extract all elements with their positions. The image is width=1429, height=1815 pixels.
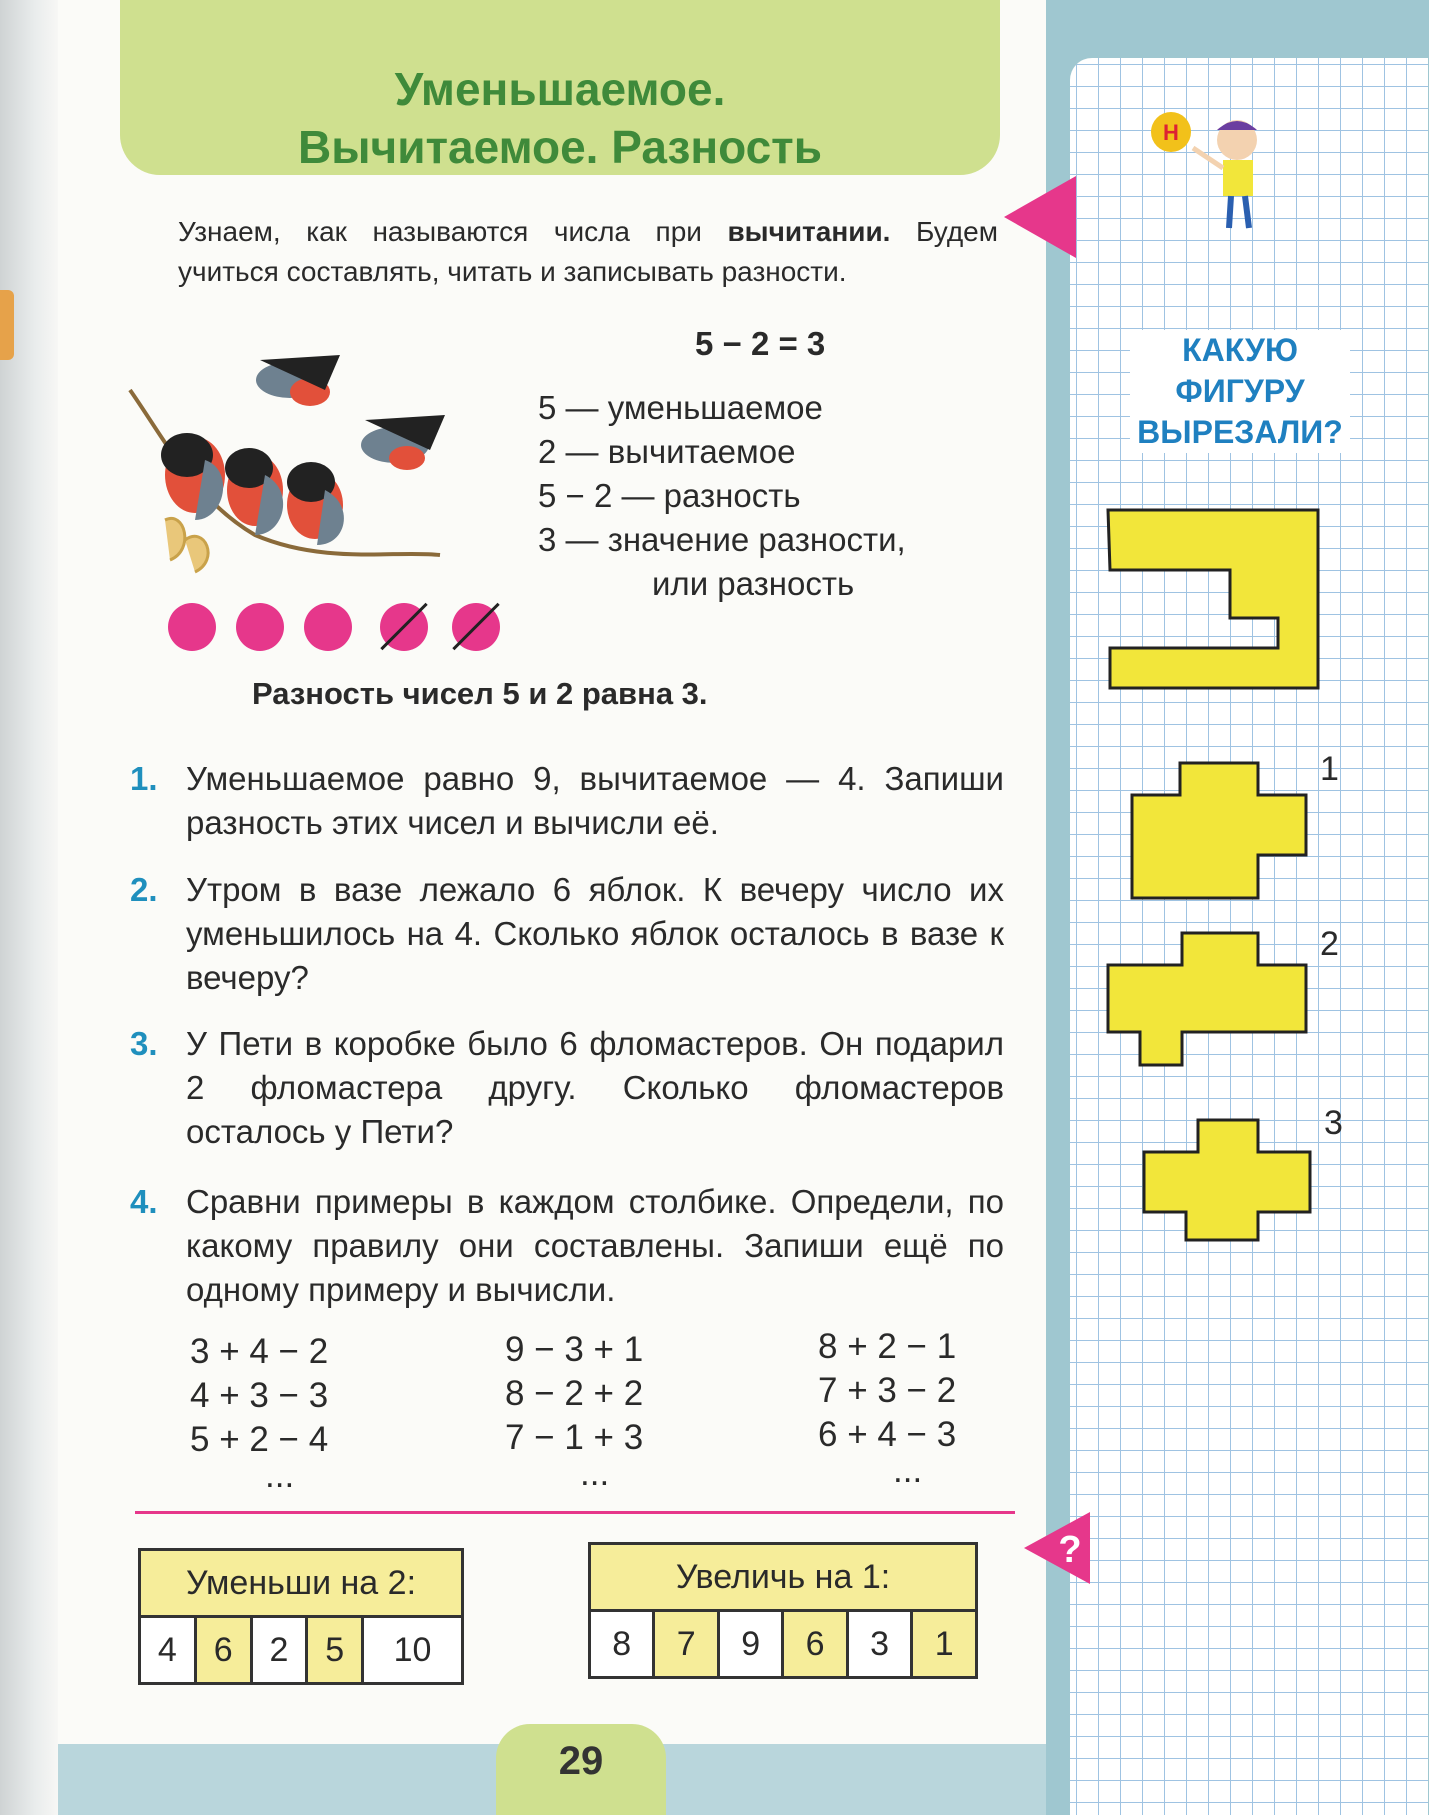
example-column: 3 + 4 − 2 4 + 3 − 3 5 + 2 − 4 ...	[190, 1332, 329, 1495]
decrease-by-2-box	[138, 1548, 464, 1685]
bird	[287, 462, 344, 545]
definition-row: 2 — вычитаемое	[538, 433, 796, 470]
bird	[361, 415, 445, 470]
shape-label: 1	[1320, 750, 1339, 788]
box-cell: 6	[195, 1617, 251, 1684]
bird	[161, 433, 225, 520]
pink-dot	[236, 603, 284, 651]
svg-text:Н: Н	[1163, 120, 1179, 145]
option-shape-1	[1132, 763, 1306, 898]
example-column: 8 + 2 − 1 7 + 3 − 2 6 + 4 − 3 ...	[818, 1327, 957, 1490]
shape-label: 2	[1320, 925, 1339, 963]
pink-pointer-icon	[1000, 172, 1078, 262]
increase-by-1-box	[588, 1542, 978, 1679]
box-title: Уменьши на 2:	[140, 1550, 463, 1617]
bird	[256, 355, 340, 406]
summary-sentence: Разность чисел 5 и 2 равна 3.	[252, 676, 708, 711]
task-number: 4.	[130, 1183, 158, 1220]
task-text: У Пети в коробке было 6 фломастеров. Он подарил 2 фломастера другу. Сколько фломастеров осталось у Пети?	[186, 1025, 1004, 1150]
definition-row: 3 — значение разности,	[538, 521, 906, 558]
definition-row: или разность	[652, 565, 855, 602]
intro-text: Узнаем, как называются числа при вычитании. Будем учиться составлять, читать и записывать разности.	[178, 216, 998, 287]
kid-with-magnifier-icon	[1145, 108, 1275, 238]
box-cell: 7	[654, 1611, 718, 1678]
pink-dot	[304, 603, 352, 651]
pink-dot	[168, 603, 216, 651]
definition-row: 5 — уменьшаемое	[538, 389, 823, 426]
definition-row: 5 − 2 — разность	[538, 477, 801, 514]
box-cell: 8	[590, 1611, 654, 1678]
task-number: 2.	[130, 871, 158, 908]
pink-dot-crossed	[452, 603, 500, 651]
question-mark: ?	[1058, 1529, 1082, 1571]
task-number: 3.	[130, 1025, 158, 1062]
shapes-panel	[1100, 500, 1340, 1270]
option-shape-3	[1144, 1120, 1310, 1240]
box-cell: 4	[140, 1617, 196, 1684]
question-pointer-icon	[1020, 1508, 1092, 1588]
sidebar-question: КАКУЮ ФИГУРУ ВЫРЕЗАЛИ?	[1130, 330, 1350, 453]
box-cell: 6	[783, 1611, 847, 1678]
box-cell: 1	[912, 1611, 977, 1678]
task-text: Утром в вазе лежало 6 яблок. К вечеру число их уменьшилось на 4. Сколько яблок осталось в вазе к вечеру?	[186, 871, 1004, 996]
page-number: 29	[496, 1724, 666, 1815]
bookmark-tab	[0, 290, 14, 360]
box-title: Увеличь на 1:	[590, 1544, 977, 1611]
pink-dot-crossed	[380, 603, 428, 651]
section-divider	[135, 1511, 1015, 1514]
box-cell: 2	[251, 1617, 307, 1684]
box-cell: 3	[847, 1611, 911, 1678]
cut-out-figure	[1108, 510, 1318, 688]
task-text: Уменьшаемое равно 9, вычитаемое — 4. Запиши разность этих чисел и вычисли её.	[186, 760, 1004, 841]
task-number: 1.	[130, 760, 158, 797]
box-cell: 5	[307, 1617, 363, 1684]
bullfinches-illustration	[125, 350, 445, 580]
book-spine	[0, 0, 58, 1815]
main-equation: 5 − 2 = 3	[695, 325, 826, 362]
option-shape-2	[1108, 933, 1306, 1065]
box-cell: 9	[718, 1611, 782, 1678]
box-cell: 10	[363, 1617, 463, 1684]
example-column: 9 − 3 + 1 8 − 2 + 2 7 − 1 + 3 ...	[505, 1330, 644, 1493]
shape-label: 3	[1324, 1104, 1343, 1142]
task-text: Сравни примеры в каждом столбике. Определи, по какому правилу они составлены. Запиши ещё по одному примеру и вычисли.	[186, 1183, 1004, 1308]
page-title: Уменьшаемое. Вычитаемое. Разность	[298, 63, 822, 173]
